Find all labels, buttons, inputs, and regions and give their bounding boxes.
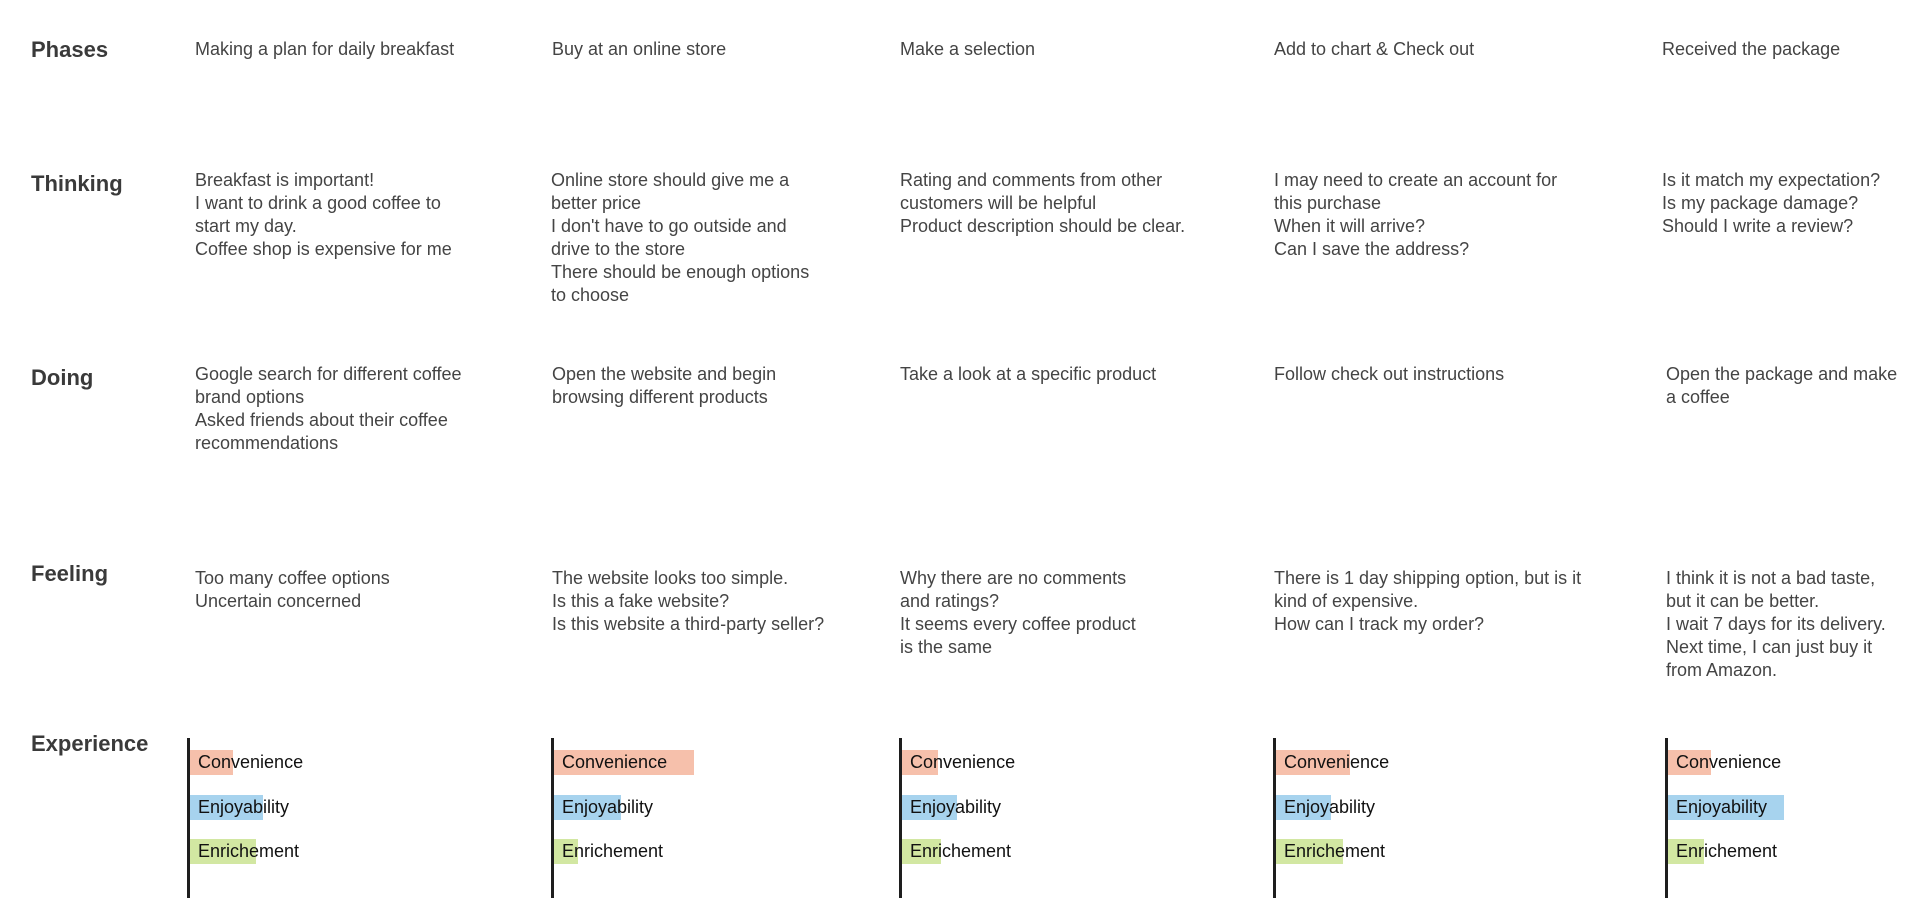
feeling-line: but it can be better. <box>1666 591 1820 611</box>
experience-bar-label: Convenience <box>1676 752 1782 772</box>
phase-cell <box>1662 38 1840 61</box>
experience-bar-label: Convenience <box>1284 752 1390 772</box>
thinking-line: I don't have to go outside and <box>551 216 787 236</box>
experience-bar-label: Enjoyability <box>1676 797 1768 817</box>
experience-bar-label: Enrichement <box>910 841 1012 861</box>
thinking-line: Is it match my expectation? <box>1662 170 1881 190</box>
phase-cell <box>195 38 454 61</box>
thinking-line: this purchase <box>1274 193 1382 213</box>
row-label-feeling: Feeling <box>31 561 109 586</box>
phase-text: Add to chart & Check out <box>1274 39 1475 59</box>
row-label-experience: Experience <box>31 731 149 756</box>
experience-bar-label: Enjoyability <box>910 797 1002 817</box>
feeling-line: Why there are no comments <box>900 568 1127 588</box>
thinking-line: I want to drink a good coffee to <box>195 193 441 213</box>
thinking-line: There should be enough options <box>551 262 810 282</box>
feeling-cell <box>552 567 824 636</box>
doing-cell <box>195 363 462 455</box>
doing-cell <box>1274 363 1504 386</box>
feeling-line: I wait 7 days for its delivery. <box>1666 614 1886 634</box>
experience-bar-label: Enjoyability <box>562 797 654 817</box>
thinking-cell <box>195 169 452 261</box>
experience-bar-label: Enrichement <box>1676 841 1778 861</box>
feeling-line: from Amazon. <box>1666 660 1778 680</box>
doing-cell <box>900 363 1156 386</box>
phase-cell <box>552 38 726 61</box>
row-label-doing: Doing <box>31 365 94 390</box>
thinking-cell <box>1662 169 1880 238</box>
doing-line: Asked friends about their coffee <box>195 410 448 430</box>
experience-bar-label: Enjoyability <box>1284 797 1376 817</box>
doing-line: Follow check out instructions <box>1274 364 1505 384</box>
phase-text: Make a selection <box>900 39 1036 59</box>
thinking-line: When it will arrive? <box>1274 216 1426 236</box>
phase-cell <box>900 38 1035 61</box>
thinking-line: Breakfast is important! <box>195 170 375 190</box>
thinking-line: drive to the store <box>551 239 686 259</box>
experience-bar-label: Convenience <box>562 752 668 772</box>
feeling-line: kind of expensive. <box>1274 591 1419 611</box>
experience-bar-label: Enrichement <box>198 841 300 861</box>
thinking-line: Product description should be clear. <box>900 216 1186 236</box>
doing-line: a coffee <box>1666 387 1730 407</box>
feeling-line: There is 1 day shipping option, but is it <box>1274 568 1582 588</box>
thinking-line: to choose <box>551 285 630 305</box>
thinking-line: Rating and comments from other <box>900 170 1163 190</box>
feeling-line: and ratings? <box>900 591 1000 611</box>
feeling-cell <box>900 567 1136 659</box>
phase-text: Making a plan for daily breakfast <box>195 39 455 59</box>
thinking-line: better price <box>551 193 642 213</box>
feeling-line: Uncertain concerned <box>195 591 362 611</box>
experience-bar-label: Convenience <box>198 752 304 772</box>
doing-line: recommendations <box>195 433 339 453</box>
phase-text: Buy at an online store <box>552 39 727 59</box>
thinking-line: Online store should give me a <box>551 170 790 190</box>
thinking-line: Should I write a review? <box>1662 216 1854 236</box>
thinking-line: customers will be helpful <box>900 193 1097 213</box>
thinking-cell <box>551 169 809 307</box>
feeling-line: Next time, I can just buy it <box>1666 637 1873 657</box>
experience-bar-label: Enrichement <box>1284 841 1386 861</box>
doing-line: Open the website and begin <box>552 364 777 384</box>
thinking-line: Is my package damage? <box>1662 193 1859 213</box>
doing-cell <box>552 363 776 409</box>
feeling-cell <box>195 567 390 613</box>
row-label-thinking: Thinking <box>31 171 123 196</box>
row-label-phases: Phases <box>31 37 109 62</box>
doing-line: Google search for different coffee <box>195 364 462 384</box>
thinking-line: Can I save the address? <box>1274 239 1470 259</box>
thinking-cell <box>1274 169 1557 261</box>
doing-line: Take a look at a specific product <box>900 364 1157 384</box>
doing-line: brand options <box>195 387 305 407</box>
thinking-line: Coffee shop is expensive for me <box>195 239 452 259</box>
feeling-line: is the same <box>900 637 993 657</box>
feeling-line: It seems every coffee product <box>900 614 1136 634</box>
feeling-line: How can I track my order? <box>1274 614 1485 634</box>
doing-line: Open the package and make <box>1666 364 1898 384</box>
feeling-line: Too many coffee options <box>195 568 390 588</box>
feeling-line: Is this website a third-party seller? <box>552 614 825 634</box>
experience-bar-label: Enrichement <box>562 841 664 861</box>
phase-cell <box>1274 38 1474 61</box>
feeling-cell <box>1274 567 1581 636</box>
feeling-line: The website looks too simple. <box>552 568 789 588</box>
feeling-line: I think it is not a bad taste, <box>1666 568 1876 588</box>
feeling-cell <box>1666 567 1886 682</box>
doing-cell <box>1666 363 1897 409</box>
thinking-line: I may need to create an account for <box>1274 170 1558 190</box>
phase-text: Received the package <box>1662 39 1841 59</box>
thinking-line: start my day. <box>195 216 297 236</box>
experience-bar-label: Convenience <box>910 752 1016 772</box>
feeling-line: Is this a fake website? <box>552 591 730 611</box>
experience-bar-label: Enjoyability <box>198 797 290 817</box>
doing-line: browsing different products <box>552 387 768 407</box>
thinking-cell <box>900 169 1185 238</box>
